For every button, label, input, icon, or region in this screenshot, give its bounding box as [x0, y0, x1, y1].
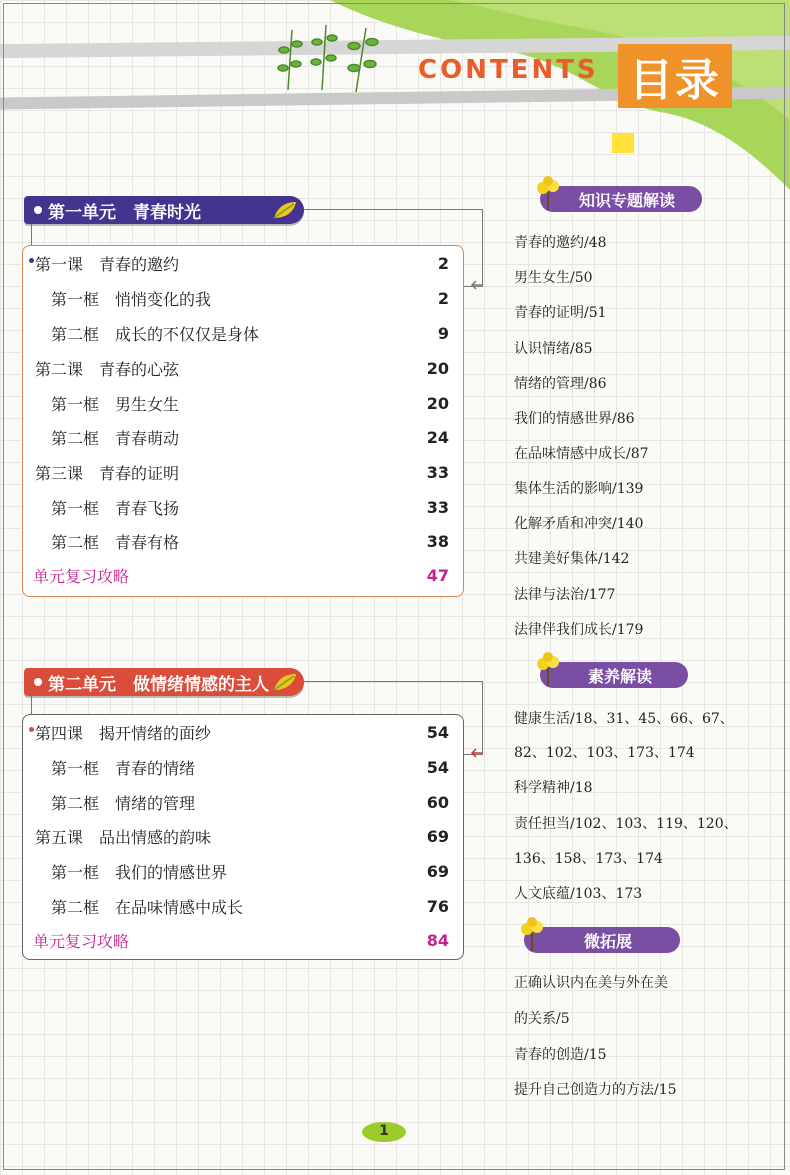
- tree-icon: [534, 176, 562, 212]
- unit-2-header[interactable]: [24, 668, 304, 696]
- leaf-icon: [272, 200, 298, 220]
- toc-row-frame[interactable]: [23, 422, 463, 452]
- unit-1-header[interactable]: [24, 196, 304, 224]
- side-item[interactable]: 我们的情感世界/86: [514, 411, 635, 427]
- arrow-left-icon: [470, 746, 484, 760]
- toc-row-page: 60: [426, 792, 449, 812]
- toc-row-page: 38: [426, 531, 449, 551]
- toc-row-title: 第五课 品出情感的韵味: [35, 827, 212, 847]
- toc-row-frame[interactable]: [23, 891, 463, 921]
- toc-row-frame[interactable]: [23, 388, 463, 418]
- side-item[interactable]: 情绪的管理/86: [514, 376, 607, 392]
- toc-row-title: 第二框 青春萌动: [51, 428, 180, 448]
- toc-row-title: 第一框 青春飞扬: [51, 498, 180, 518]
- side-item[interactable]: 在品味情感中成长/87: [514, 446, 649, 462]
- toc-row-title: 第一课 青春的邀约: [35, 254, 180, 274]
- side-item[interactable]: 法律与法治/177: [514, 587, 616, 603]
- unit-1-title: 第一单元 青春时光: [48, 202, 201, 223]
- toc-row-frame[interactable]: [23, 856, 463, 886]
- toc-row-review[interactable]: [23, 560, 463, 590]
- toc-row-lesson[interactable]: [23, 457, 463, 487]
- toc-row-frame[interactable]: [23, 492, 463, 522]
- side-item[interactable]: 人文底蕴/103、173: [514, 886, 643, 902]
- toc-row-title: 第一框 悄悄变化的我: [51, 289, 212, 309]
- toc-row-frame[interactable]: [23, 526, 463, 556]
- toc-row-title: 第一框 男生女生: [51, 394, 180, 414]
- side-item[interactable]: 的关系/5: [514, 1011, 570, 1027]
- side-section-3-header[interactable]: [524, 927, 680, 953]
- tree-icon: [518, 917, 546, 953]
- side-section-1-header[interactable]: [540, 186, 702, 212]
- toc-row-page: 54: [426, 722, 449, 742]
- toc-row-review[interactable]: [23, 925, 463, 955]
- side-item[interactable]: 正确认识内在美与外在美: [514, 975, 668, 991]
- toc-row-page: 24: [426, 427, 449, 447]
- toc-row-frame[interactable]: [23, 283, 463, 313]
- toc-row-page: 33: [426, 462, 449, 482]
- toc-row-page: 20: [426, 393, 449, 413]
- toc-row-frame[interactable]: [23, 787, 463, 817]
- yellow-tab-decoration: [612, 133, 634, 153]
- red-dot-marker: [29, 727, 34, 732]
- unit-2-title: 第二单元 做情绪情感的主人: [48, 674, 269, 695]
- toc-row-lesson[interactable]: [23, 717, 463, 747]
- toc-row-frame[interactable]: [23, 318, 463, 348]
- toc-row-title: 第二框 青春有格: [51, 532, 180, 552]
- leaf-sprigs-decoration: [270, 20, 390, 95]
- side-item[interactable]: 青春的证明/51: [514, 305, 607, 321]
- toc-row-title: 第二框 情绪的管理: [51, 793, 196, 813]
- toc-row-page: 69: [426, 861, 449, 881]
- toc-row-title: 第三课 青春的证明: [35, 463, 180, 483]
- side-item[interactable]: 科学精神/18: [514, 780, 593, 796]
- toc-row-page: 2: [437, 253, 449, 273]
- side-item[interactable]: 责任担当/102、103、119、120、: [514, 816, 738, 832]
- toc-row-title: 第一框 我们的情感世界: [51, 862, 228, 882]
- side-section-2-header[interactable]: [540, 662, 688, 688]
- blue-dot-marker: [29, 258, 34, 263]
- toc-row-title: 第一框 青春的情绪: [51, 758, 196, 778]
- toc-row-lesson[interactable]: [23, 248, 463, 278]
- side-item[interactable]: 共建美好集体/142: [514, 551, 630, 567]
- side-item[interactable]: 法律伴我们成长/179: [514, 622, 644, 638]
- mulu-title: 目录: [618, 44, 732, 108]
- toc-row-page: 9: [437, 323, 449, 343]
- side-section-2-title: 素养解读: [587, 666, 652, 686]
- toc-row-title: 单元复习攻略: [33, 931, 130, 951]
- toc-row-page: 69: [426, 826, 449, 846]
- tree-icon: [534, 652, 562, 688]
- toc-row-page: 33: [426, 497, 449, 517]
- unit-1-toc-box: [22, 245, 464, 597]
- toc-row-page: 47: [426, 565, 449, 585]
- bullet-icon: [34, 206, 42, 214]
- side-item[interactable]: 青春的创造/15: [514, 1047, 607, 1063]
- side-item[interactable]: 提升自己创造力的方法/15: [514, 1082, 677, 1098]
- side-item[interactable]: 136、158、173、174: [514, 851, 663, 867]
- toc-row-lesson[interactable]: [23, 353, 463, 383]
- contents-heading: CONTENTS: [418, 55, 599, 85]
- side-section-3-title: 微拓展: [583, 931, 632, 951]
- page-number: 1: [362, 1122, 406, 1142]
- bullet-icon: [34, 678, 42, 686]
- side-item[interactable]: 青春的邀约/48: [514, 235, 607, 251]
- side-item[interactable]: 认识情绪/85: [514, 341, 593, 357]
- toc-row-title: 第二框 成长的不仅仅是身体: [51, 324, 260, 344]
- toc-row-title: 单元复习攻略: [33, 566, 130, 586]
- arrow-left-icon: [470, 278, 484, 292]
- toc-row-title: 第四课 揭开情绪的面纱: [35, 723, 212, 743]
- toc-row-title: 第二课 青春的心弦: [35, 359, 180, 379]
- side-item[interactable]: 男生女生/50: [514, 270, 593, 286]
- toc-row-page: 2: [437, 288, 449, 308]
- side-item[interactable]: 集体生活的影响/139: [514, 481, 644, 497]
- toc-row-page: 54: [426, 757, 449, 777]
- toc-row-page: 76: [426, 896, 449, 916]
- toc-row-page: 20: [426, 358, 449, 378]
- toc-row-page: 84: [426, 930, 449, 950]
- side-item[interactable]: 健康生活/18、31、45、66、67、: [514, 711, 734, 727]
- side-item[interactable]: 82、102、103、173、174: [514, 745, 695, 761]
- toc-row-title: 第二框 在品味情感中成长: [51, 897, 244, 917]
- side-item[interactable]: 化解矛盾和冲突/140: [514, 516, 644, 532]
- leaf-icon: [272, 672, 298, 692]
- toc-row-lesson[interactable]: [23, 821, 463, 851]
- unit-2-toc-box: [22, 714, 464, 960]
- toc-row-frame[interactable]: [23, 752, 463, 782]
- side-section-1-title: 知识专题解读: [578, 190, 675, 210]
